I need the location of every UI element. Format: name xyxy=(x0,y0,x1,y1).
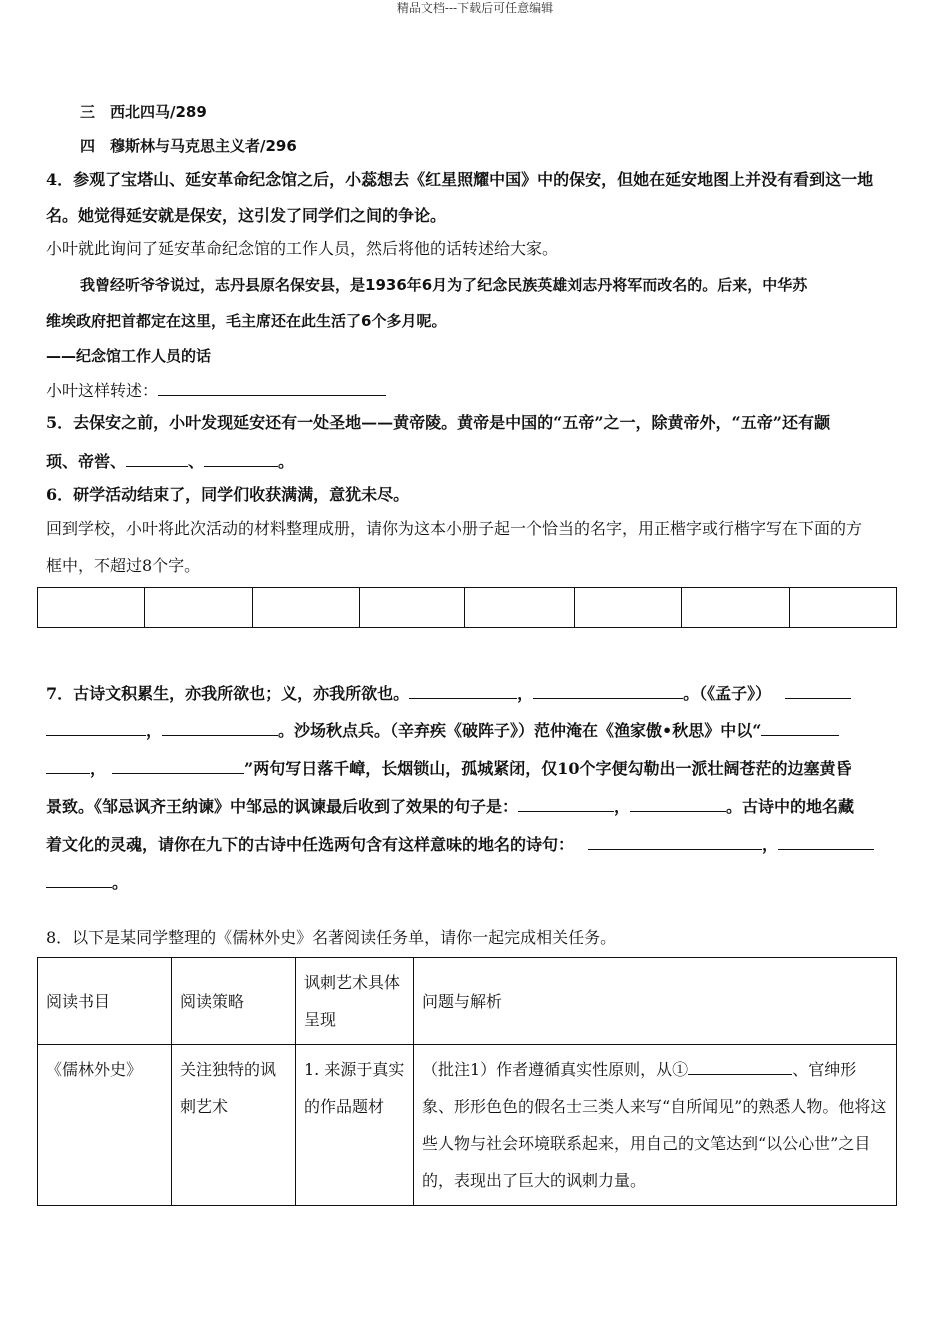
q4-answer-line xyxy=(46,379,904,401)
q7-line-1 xyxy=(46,682,904,704)
q7-blank-6[interactable] xyxy=(761,719,839,736)
q7-blank-13[interactable] xyxy=(46,871,112,888)
q4-quote-1: 我曾经听爷爷说过，志丹县原名保安县，是1936年6月为了纪念民族英雄刘志丹将军而改名的。后来，中华苏 xyxy=(80,276,808,294)
q7-l4-text: 景致。《邹忌讽齐王纳谏》中邹忌的讽谏最后收到了效果的句子是： xyxy=(46,797,519,816)
analysis-text-b: 、官绅形象、形形色色的假名士三类人来写“自所闻见”的熟悉人物。他将这些人物与社会环境联系起来，用自己的文笔达到“以公心世”之目的，表现出了巨大的讽刺力量。 xyxy=(422,1060,887,1190)
title-box-7[interactable] xyxy=(682,588,789,628)
q4-line-2: 名。她觉得延安就是保安，这引发了同学们之间的争论。 xyxy=(46,206,447,225)
table-header-row xyxy=(38,958,897,1045)
analysis-blank-1[interactable] xyxy=(688,1058,792,1075)
q5-blank-1[interactable] xyxy=(126,450,188,467)
q7-line-3 xyxy=(46,757,904,779)
q6-line-3: 框中，不超过8个字。 xyxy=(46,556,201,575)
q7-l1-text: 7．古诗文积累生，亦我所欲也；义，亦我所欲也。 xyxy=(46,684,410,703)
q7-blank-12[interactable] xyxy=(778,833,874,850)
q7-blank-8[interactable] xyxy=(112,757,244,774)
q5-line-1: 5．去保安之前，小叶发现延安还有一处圣地——黄帝陵。黄帝是中国的“五帝”之一，除黄帝外，“五帝”还有颛 xyxy=(46,413,830,432)
q7-l3-text: ”两句写日落千嶂，长烟锁山，孤城紧闭，仅10个字便勾勒出一派壮阔苍茫的边塞黄昏 xyxy=(244,759,852,778)
header-art: 讽刺艺术具体呈现 xyxy=(296,958,414,1045)
q7-l2-comma: ， xyxy=(146,721,163,740)
q4-answer-label: 小叶这样转述： xyxy=(46,381,159,400)
header-strategy: 阅读策略 xyxy=(172,958,296,1045)
q5-line-2 xyxy=(46,450,904,472)
q4-quote-2: 维埃政府把首都定在这里，毛主席还在此生活了6个多月呢。 xyxy=(46,312,447,330)
q5-separator: 、 xyxy=(188,452,205,471)
page-header: 精品文档---下载后可任意编辑 xyxy=(396,1,554,15)
title-box-4[interactable] xyxy=(359,588,464,628)
q7-blank-11[interactable] xyxy=(588,833,762,850)
q7-blank-4[interactable] xyxy=(46,719,146,736)
header-book: 阅读书目 xyxy=(38,958,172,1045)
cell-strategy: 关注独特的讽刺艺术 xyxy=(172,1045,296,1206)
q4-line-3: 小叶就此询问了延安革命纪念馆的工作人员，然后将他的话转述给大家。 xyxy=(46,239,559,258)
title-box-2[interactable] xyxy=(145,588,252,628)
q7-line-2 xyxy=(46,719,904,741)
q7-l4-end: 。古诗中的地名藏 xyxy=(726,797,855,816)
q7-blank-1[interactable] xyxy=(409,682,517,699)
q4-line-1: 4．参观了宝塔山、延安革命纪念馆之后，小蕊想去《红星照耀中国》中的保安，但她在延安地图上并没有看到这一地 xyxy=(46,170,874,189)
q6-line-2: 回到学校，小叶将此次活动的材料整理成册，请你为这本小册子起一个恰当的名字，用正楷字或行楷字写在下面的方 xyxy=(46,519,863,538)
reading-task-table xyxy=(37,957,897,1206)
table-row xyxy=(38,1045,897,1206)
q7-l2-text: 。沙场秋点兵。（辛弃疾《破阵子》）范仲淹在《渔家傲•秋思》中以“ xyxy=(278,721,762,740)
analysis-text-a: （批注1）作者遵循真实性原则，从① xyxy=(422,1060,689,1079)
title-box-3[interactable] xyxy=(252,588,359,628)
q7-l6-end: 。 xyxy=(112,873,129,892)
toc-item-3: 三 西北四马/289 xyxy=(80,103,207,121)
q7-l5-text: 着文化的灵魂，请你在九下的古诗中任选两句含有这样意味的地名的诗句： xyxy=(46,835,575,854)
title-box-8[interactable] xyxy=(789,588,896,628)
q7-blank-9[interactable] xyxy=(518,795,614,812)
q4-quote-source: ——纪念馆工作人员的话 xyxy=(46,347,212,365)
cell-book: 《儒林外史》 xyxy=(38,1045,172,1206)
title-box-5[interactable] xyxy=(465,588,575,628)
cell-art: 1. 来源于真实的作品题材 xyxy=(296,1045,414,1206)
q7-blank-7[interactable] xyxy=(46,757,90,774)
title-writing-boxes xyxy=(37,587,897,628)
q7-line-5 xyxy=(46,833,904,855)
q5-line-2-text: 顼、帝喾、 xyxy=(46,452,127,471)
q7-blank-2[interactable] xyxy=(533,682,683,699)
q7-line-6 xyxy=(46,871,904,893)
q5-blank-2[interactable] xyxy=(204,450,278,467)
title-box-1[interactable] xyxy=(38,588,145,628)
q7-l5-comma: ， xyxy=(762,835,779,854)
q7-l4-comma: ， xyxy=(614,797,631,816)
q7-l3-comma: ， xyxy=(90,759,107,778)
q7-line-4 xyxy=(46,795,904,817)
q8-intro: 8．以下是某同学整理的《儒林外史》名著阅读任务单，请你一起完成相关任务。 xyxy=(46,928,617,947)
q5-end: 。 xyxy=(278,452,295,471)
header-analysis: 问题与解析 xyxy=(414,958,897,1045)
q4-answer-blank[interactable] xyxy=(158,379,386,396)
q7-blank-5[interactable] xyxy=(162,719,278,736)
toc-item-4: 四 穆斯林与马克思主义者/296 xyxy=(80,137,297,155)
q7-l1-comma: ， xyxy=(517,684,534,703)
q6-line-1: 6．研学活动结束了，同学们收获满满，意犹未尽。 xyxy=(46,485,410,504)
title-box-6[interactable] xyxy=(575,588,682,628)
q7-l1-source: 。（《孟子》） xyxy=(683,684,772,703)
cell-analysis xyxy=(414,1045,897,1206)
q7-blank-3[interactable] xyxy=(785,682,851,699)
q7-blank-10[interactable] xyxy=(630,795,726,812)
